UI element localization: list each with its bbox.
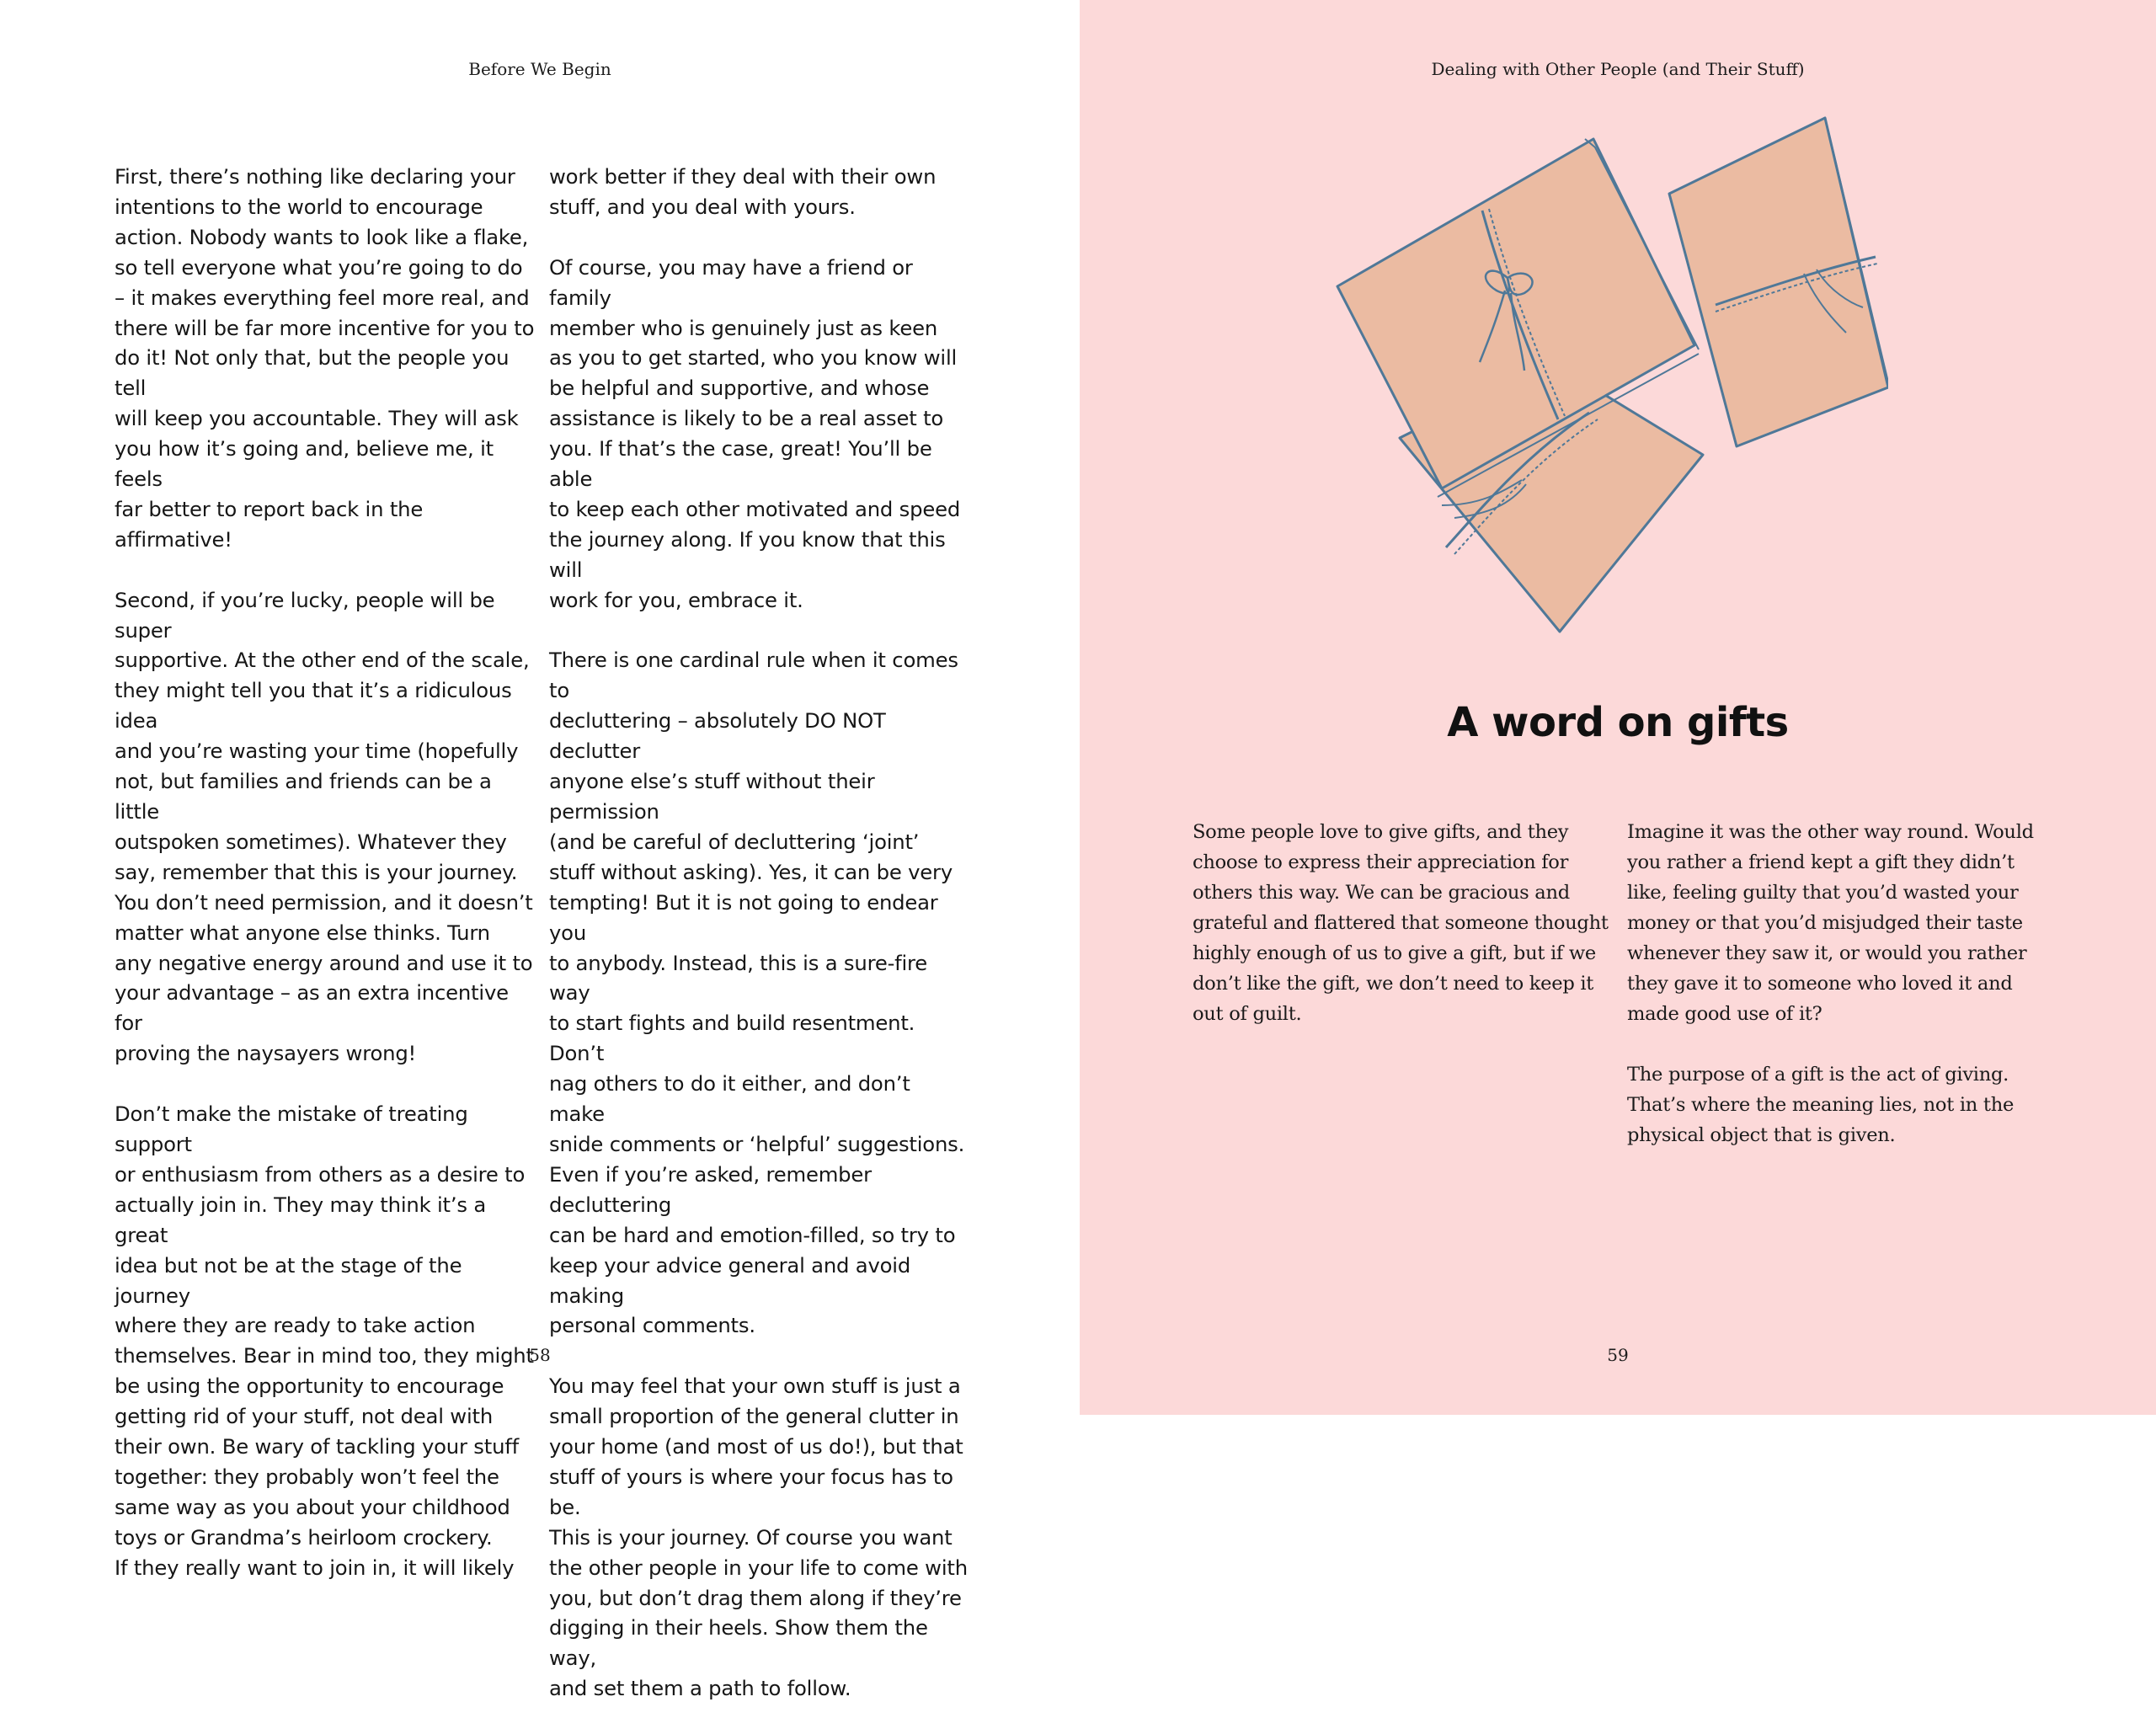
paragraph: First, there’s nothing like declaring your intentions to the world to encourage action. Nobody wants to look like a flake, so tell everyone what you’re going to do – it makes everything feel more real, and there will be far more incentive for you to do it! Not only that, but the people you tell will keep you accountable. They will ask you how it’s going and, believe me, it feels far better to report back in the affirmative! (115, 164, 535, 552)
paragraph: Of course, you may have a friend or family member who is genuinely just as keen as you to get started, who you know will be helpful and supportive, and whose assistance is likely to be a real asset to you. If that’s the case, great! You’ll be able to keep each other motivated and speed the journey along. If you know that this will work for you, embrace it. (549, 254, 961, 612)
paragraph: Second, if you’re lucky, people will be super supportive. At the other end of the scale, they might tell you that it’s a ridiculous idea and you’re wasting your time (hopefully not, but families and friends can be a little outspoken sometimes). Whatever they say, remember that this is your journey. You don’t need permission, and it doesn’t matter what anyone else thinks. Turn any negative energy around and use it to your advantage – as an extra incentive for proving the naysayers wrong! (115, 587, 533, 1066)
text-column-2 (549, 162, 970, 1734)
left-page (0, 0, 1080, 1701)
paragraph: The purpose of a gift is the act of giving. That’s where the meaning lies, not in the physical object that is given. (1627, 1063, 2015, 1146)
gift-parcel-back (1669, 118, 1888, 446)
paragraph: Don’t make the mistake of treating support or enthusiasm from others as a desire to actually join in. They may think it’s a great idea but not be at the stage of the journey where they are ready to take action themselves. Bear in mind too, they might be using the opportunity to encourage getting rid of your stuff, not deal with their own. Be wary of tackling your stuff together: they probably won’t feel the same way as you about your childhood toys or Grandma’s heirloom crockery. If they really want to join in, it will likely (115, 1102, 534, 1580)
text-column-1 (115, 162, 536, 1613)
paragraph: You may feel that your own stuff is just a small proportion of the general clutter in your home (and most of us do!), but that stuff of yours is where your focus has to be. This is your journey. Of course you want the other people in your life to come with you, but don’t drag them along if they’re digging in their heels. Show them the way, and set them a path to follow. (549, 1374, 968, 1701)
paragraph: work better if they deal with their own stuff, and you deal with yours. (549, 164, 937, 219)
running-head: Before We Begin (468, 59, 611, 79)
wrapped-gifts-illustration (1332, 109, 1888, 640)
text-column-2 (1627, 817, 2048, 1181)
text-column-1 (1193, 817, 1614, 1059)
page-number: 58 (529, 1345, 551, 1365)
paragraph: Some people love to give gifts, and they choose to express their appreciation for others this way. We can be gracious and grateful and flattered that someone thought highly enough of us to give a gift, but if we don’t like the gift, we don’t need to keep it out of guilt. (1193, 821, 1609, 1025)
section-heading: A word on gifts (1447, 699, 1789, 746)
paragraph: There is one cardinal rule when it comes to decluttering – absolutely DO NOT declutter anyone else’s stuff without their permission (and be careful of decluttering ‘joint’ stuff without asking). Yes, it can be very tempting! But it is not going to endear you to anybody. Instead, this is a sure-fire way to start fights and build resentment. Don’t nag others to do it either, and don’t make snide comments or ‘helpful’ suggestions. Even if you’re asked, remember decluttering can be hard and emotion-filled, so try to keep your advice general and avoid making personal comments. (549, 648, 965, 1338)
paragraph: Imagine it was the other way round. Would you rather a friend kept a gift they didn’t like, feeling guilty that you’d wasted your money or that you’d misjudged their taste whenever they saw it, or would you rather they gave it to someone who loved it and made good use of it? (1627, 821, 2034, 1025)
right-page (1080, 0, 2156, 1415)
page-number: 59 (1607, 1345, 1629, 1365)
running-head: Dealing with Other People (and Their Stuff) (1431, 59, 1805, 79)
